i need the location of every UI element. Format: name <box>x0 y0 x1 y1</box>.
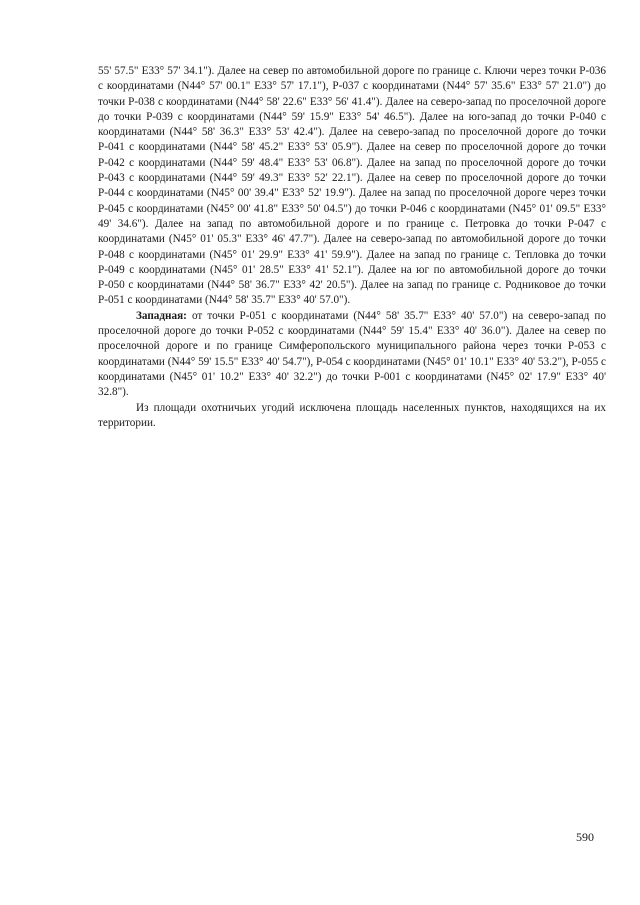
paragraph-west-boundary <box>98 309 606 401</box>
paragraph-text: Из площади охотничьих угодий исключена площадь населенных пунктов, находящихся на их территории. <box>98 401 606 429</box>
document-page <box>98 64 606 431</box>
page-number: 590 <box>576 830 594 844</box>
paragraph-heading-west: Западная: <box>136 309 187 322</box>
paragraph-text: от точки Р-051 с координатами (N44° 58' 35.7" E33° 40' 57.0") на северо-запад по проселочной дороге до точки Р-052 с координатами (N44° 59' 15.4" E33° 40' 36.0"). Далее на север по проселочной дороге и по границе Симферопольского муниципального района через точки Р-053 с координатами (N44° 59' 15.5" E33° 40' 54.7"), Р-054 с координатами (N45° 01' 10.1" E33° 40' 53.2"), Р-055 с координатами (N45° 01' 10.2" E33° 40' 32.2") до точки Р-001 с координатами (N45° 02' 17.9" E33° 40' 32.8"). <box>98 309 606 399</box>
paragraph-east-boundary <box>98 64 606 309</box>
paragraph-text: 55' 57.5" E33° 57' 34.1"). Далее на север по автомобильной дороге по границе с. Ключи через точки Р-036 с координатами (N44° 57' 00.1" E33° 57' 17.1"), Р-037 с координатами (N44° 57' 35.6" E33° 57' 21.0") до точки Р-038 с координатами (N44° 58' 22.6" E33° 56' 41.4"). Далее на северо-запад по проселочной дороге до точки Р-039 с координатами (N44° 59' 15.9" E33° 54' 46.5"). Далее на юго-запад до точки Р-040 с координатами (N44° 58' 36.3" E33° 53' 42.4"). Далее на северо-запад по проселочной дороге до точки Р-041 с координатами (N44° 58' 45.2" E33° 53' 05.9"). Далее на север по проселочной дороге до точки Р-042 с координатами (N44° 59' 48.4" E33° 53' 06.8"). Далее на запад по проселочной дороге до точки Р-043 с координатами (N44° 59' 49.3" E33° 52' 22.1"). Далее на север по проселочной дороге до точки Р-044 с координатами (N45° 00' 39.4" E33° 52' 19.9"). Далее на запад по проселочной дороге через точки Р-045 с координатами (N45° 00' 41.8" E33° 50' 04.5") до точки Р-046 с координатами (N45° 01' 09.5" E33° 49' 34.6"). Далее на запад по автомобильной дороге и по границе с. Петровка до точки Р-047 с координатами (N45° 01' 05.3" E33° 46' 47.7"). Далее на северо-запад по автомобильной дороге до точки Р-048 с координатами (N45° 01' 29.9" E33° 41' 59.9"). Далее на запад по границе с. Тепловка до точки Р-049 с координатами (N45° 01' 28.5" E33° 41' 52.1"). Далее на юг по автомобильной дороге до точки Р-050 с координатами (N44° 58' 36.7" E33° 42' 20.5"). Далее на запад по границе с. Родниковое до точки Р-051 с координатами (N44° 58' 35.7" E33° 40' 57.0"). <box>98 65 606 307</box>
paragraph-exclusion-note <box>98 401 606 432</box>
